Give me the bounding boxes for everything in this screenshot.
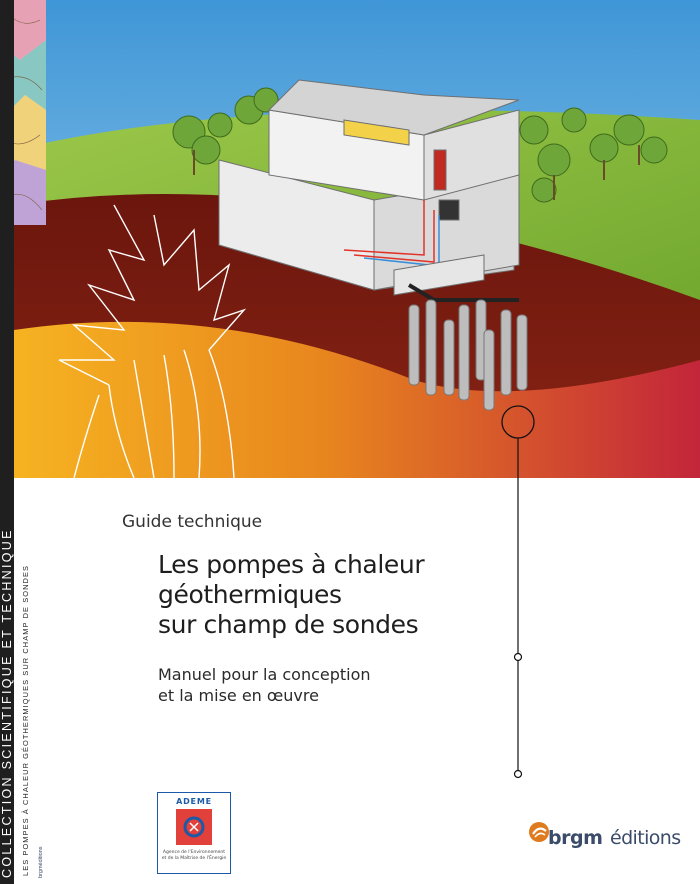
ademe-name: ADEME: [176, 797, 212, 806]
title-line: Les pompes à chaleur: [158, 550, 425, 579]
spine-collection-label: COLLECTION SCIENTIFIQUE ET TECHNIQUE: [0, 528, 14, 878]
title-line: géothermiques: [158, 580, 342, 609]
brgm-editions: éditions: [610, 827, 681, 849]
cover-title: [158, 550, 488, 640]
cover-illustration: [14, 0, 700, 478]
ademe-caption: Agence de l'Environnement et de la Maîtrise de l'Énergie: [161, 850, 227, 861]
spine-book-title: LES POMPES À CHALEUR GÉOTHERMIQUES SUR CHAMP DE SONDES: [21, 564, 30, 876]
brgm-name: brgm: [548, 827, 603, 849]
subtitle-line: et la mise en œuvre: [158, 686, 319, 705]
title-line: sur champ de sondes: [158, 610, 419, 639]
guide-tag: Guide technique: [122, 512, 263, 532]
spine-publisher-mark: brgméditions: [38, 846, 44, 878]
subtitle-line: Manuel pour la conception: [158, 665, 371, 684]
ademe-logo: [157, 792, 231, 874]
brgm-logo: [526, 815, 696, 855]
spine-text-block: [0, 478, 44, 884]
cover-subtitle: [158, 664, 488, 706]
ademe-emblem-icon: [176, 809, 212, 845]
